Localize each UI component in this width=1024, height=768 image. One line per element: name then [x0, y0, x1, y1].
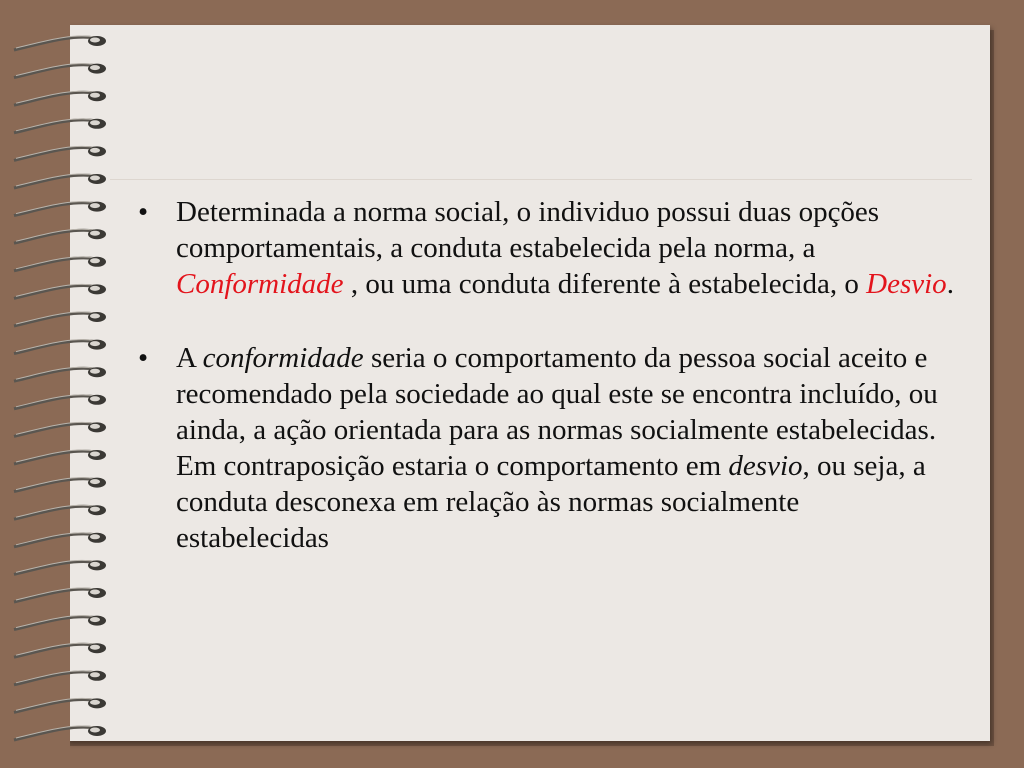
spiral-binding-icon: [0, 0, 120, 768]
title-divider: [110, 179, 972, 180]
text-segment: .: [946, 268, 954, 300]
binding-ring: [14, 422, 106, 436]
binding-ring: [14, 91, 106, 105]
text-segment: A: [176, 342, 203, 374]
text-segment: Determinada a norma social, o individuo possui duas opções comportamentais, a conduta estabelecida pela norma, a: [176, 196, 880, 264]
binding-ring: [14, 643, 106, 657]
binding-ring: [14, 588, 106, 602]
binding-ring: [14, 450, 106, 464]
binding-ring: [14, 174, 106, 188]
binding-ring: [14, 229, 106, 243]
text-segment: , ou seja, a conduta desconexa em relação às normas socialmente estabelecidas: [176, 450, 926, 554]
bullet-marker: •: [138, 196, 149, 228]
bullet-item-conformity-definition: [138, 340, 958, 556]
binding-ring: [14, 698, 106, 712]
text-segment: seria o comportamento da pessoa social aceito e recomendado pela sociedade ao qual este se encontra incluído, ou ainda, a ação orientada para as normas socialmente estabelecidas. Em contraposição estaria o comportamento em: [176, 342, 938, 482]
binding-ring: [14, 36, 106, 50]
slide-body: [138, 194, 958, 594]
term-conformidade: Conformidade: [176, 268, 344, 300]
term-conformidade-italic: conformidade: [202, 342, 364, 374]
binding-ring: [14, 533, 106, 547]
bullet-marker: •: [138, 342, 149, 374]
binding-ring: [14, 202, 106, 216]
bullet-text: [176, 196, 954, 300]
binding-ring: [14, 616, 106, 630]
term-desvio-italic: desvio: [728, 450, 803, 482]
binding-ring: [14, 64, 106, 78]
binding-ring: [14, 257, 106, 271]
binding-ring: [14, 284, 106, 298]
bullet-item-conformity-deviation: [138, 194, 958, 302]
binding-ring: [14, 505, 106, 519]
binding-ring: [14, 119, 106, 133]
binding-ring: [14, 478, 106, 492]
binding-ring: [14, 671, 106, 685]
binding-ring: [14, 340, 106, 354]
binding-ring: [14, 560, 106, 574]
text-segment: , ou uma conduta diferente à estabelecida, o: [343, 268, 867, 300]
binding-ring: [14, 395, 106, 409]
binding-ring: [14, 146, 106, 160]
bullet-text: [176, 342, 938, 554]
binding-ring: [14, 367, 106, 381]
term-desvio: Desvio: [866, 268, 947, 300]
binding-ring: [14, 312, 106, 326]
binding-ring: [14, 726, 106, 740]
